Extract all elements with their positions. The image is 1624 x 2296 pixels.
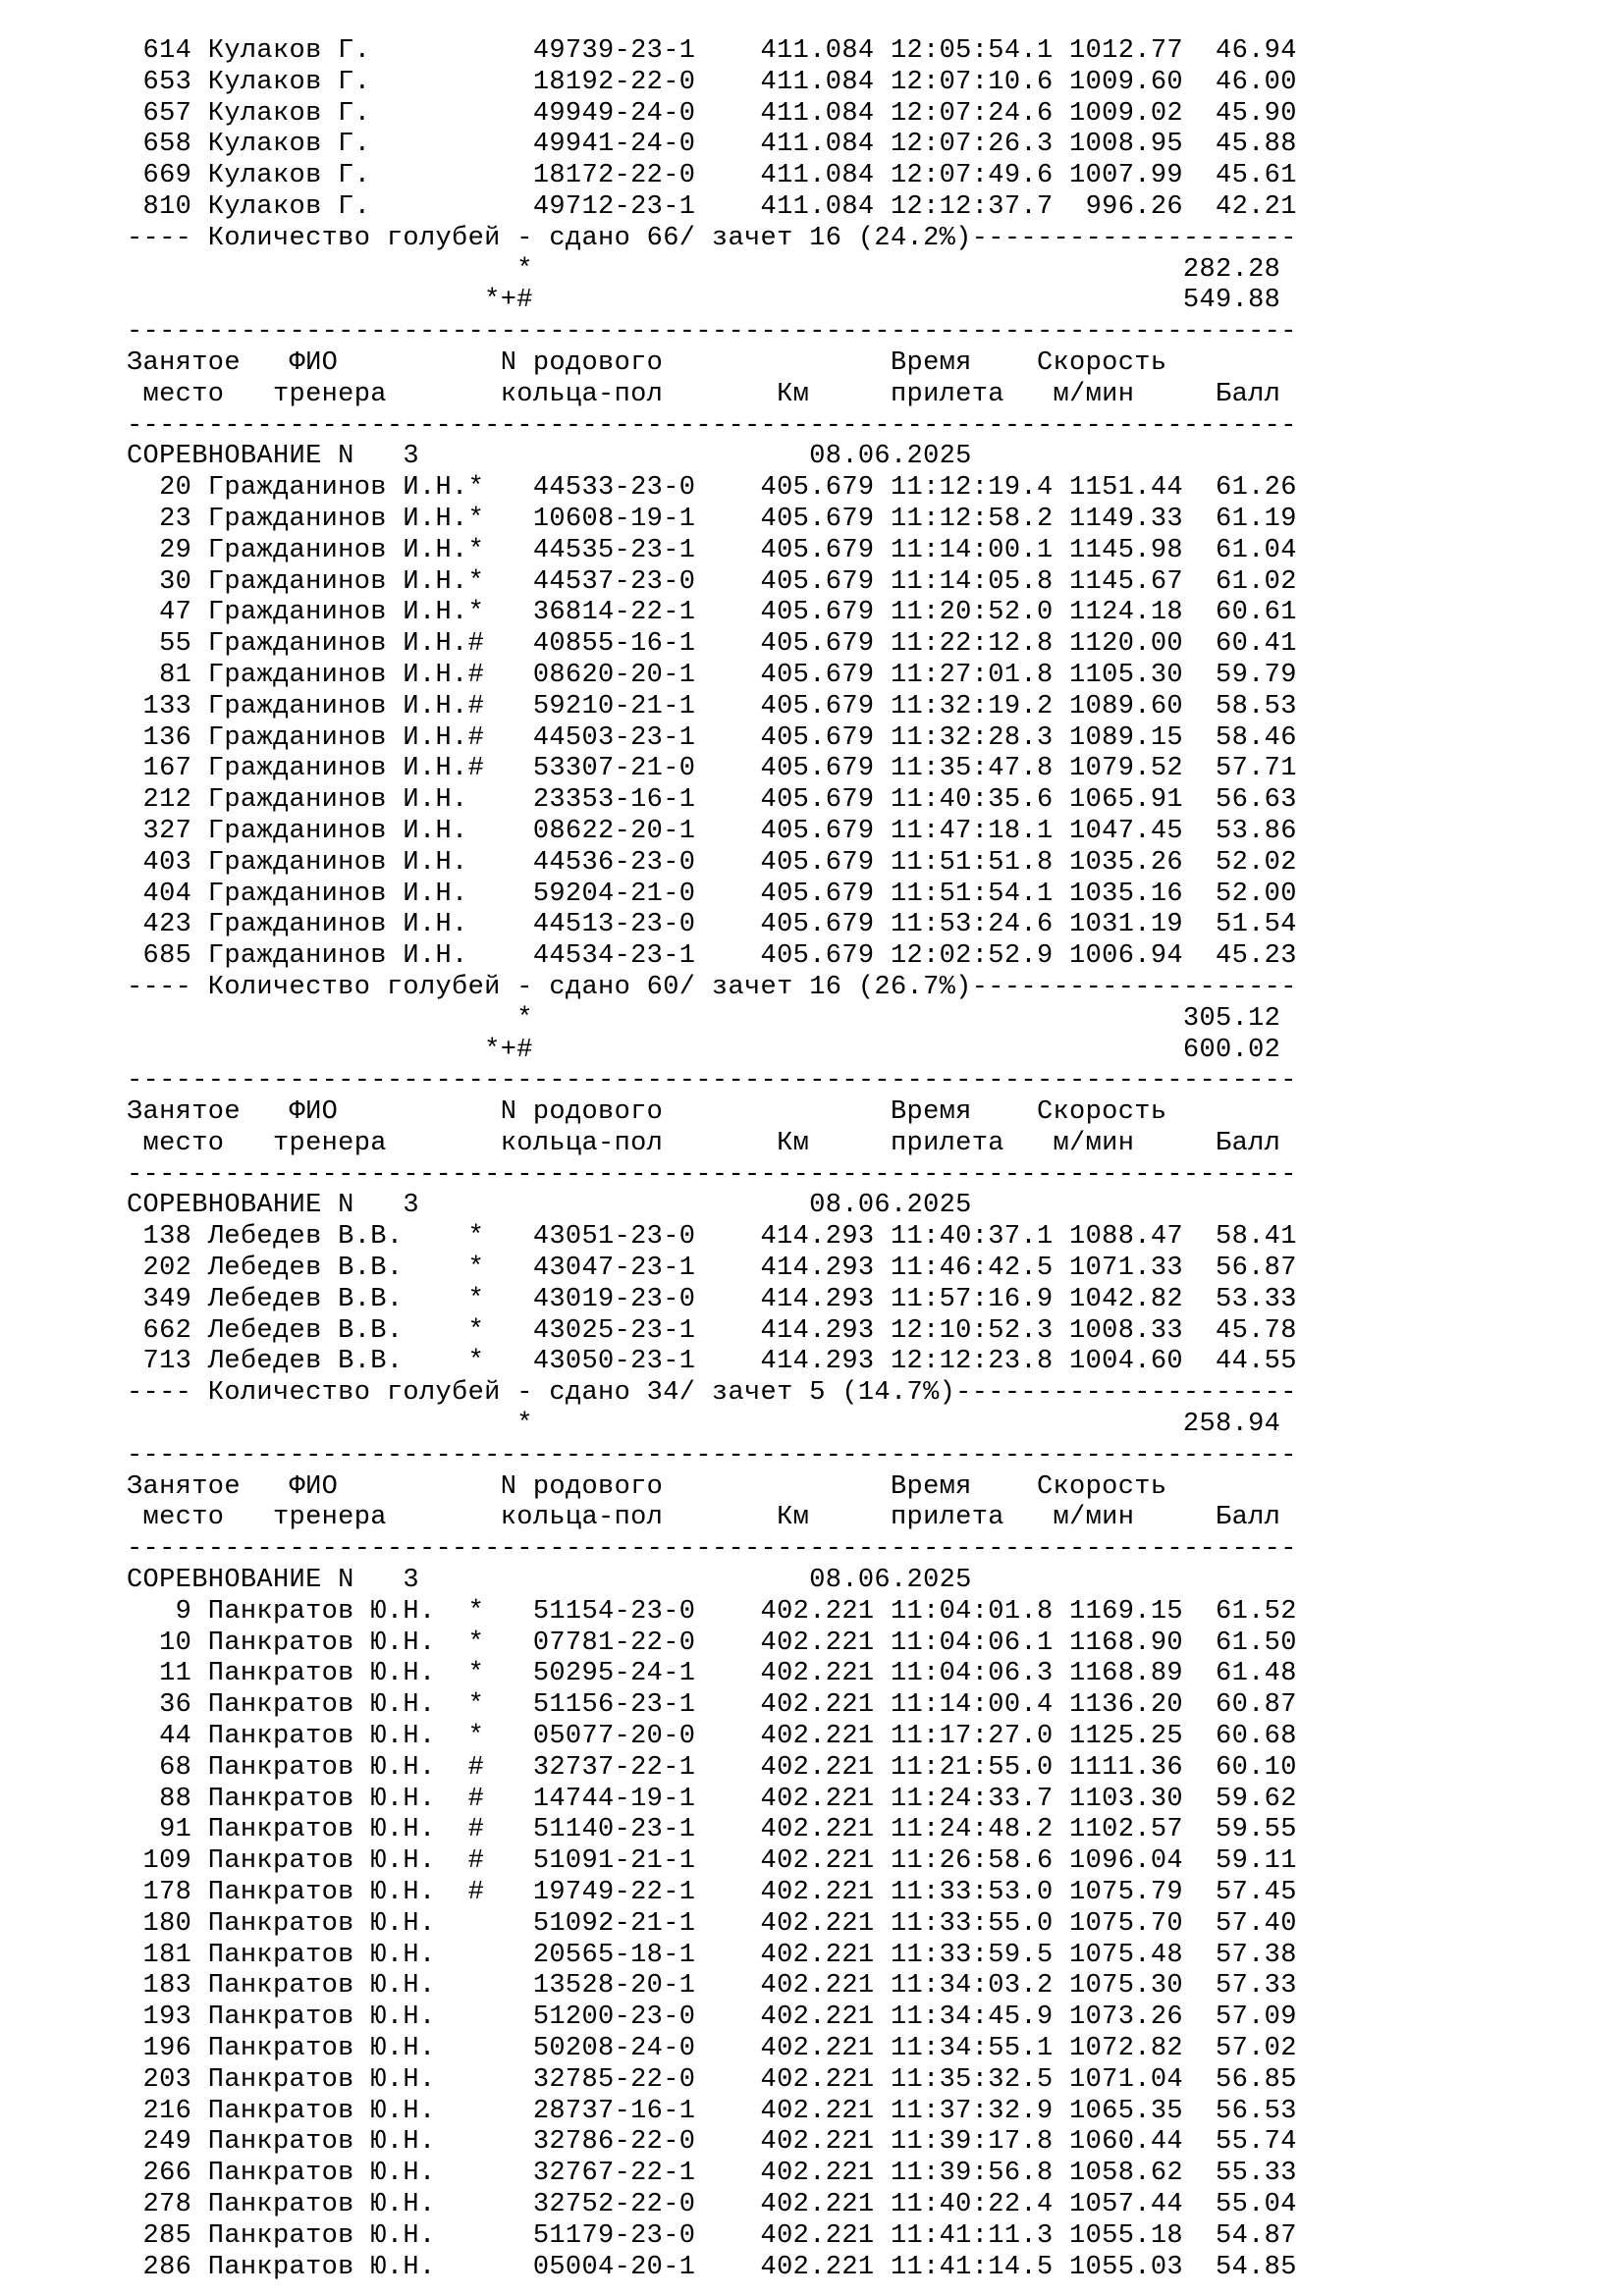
report-line: 657 Кулаков Г. 49949-24-0 411.084 12:07:24.6 1009.02 45.90 bbox=[127, 98, 1297, 129]
report-line: ------------------------------------------------------------------------ bbox=[127, 1534, 1297, 1565]
report-line: 685 Гражданинов И.Н. 44534-23-1 405.679 12:02:52.9 1006.94 45.23 bbox=[127, 941, 1297, 972]
report-line: 11 Панкратов Ю.Н. * 50295-24-1 402.221 11:04:06.3 1168.89 61.48 bbox=[127, 1659, 1297, 1689]
report-line: место тренера кольца-пол Км прилета м/мин Балл bbox=[127, 379, 1281, 409]
report-line: 88 Панкратов Ю.Н. # 14744-19-1 402.221 11:24:33.7 1103.30 59.62 bbox=[127, 1784, 1297, 1814]
report-line: 36 Панкратов Ю.Н. * 51156-23-1 402.221 11:14:00.4 1136.20 60.87 bbox=[127, 1690, 1297, 1721]
report-line: 212 Гражданинов И.Н. 23353-16-1 405.679 11:40:35.6 1065.91 56.63 bbox=[127, 785, 1297, 816]
report-line: 286 Панкратов Ю.Н. 05004-20-1 402.221 11:41:14.5 1055.03 54.85 bbox=[127, 2252, 1297, 2282]
report-line: * 282.28 bbox=[127, 254, 1281, 285]
report-line: *+# 549.88 bbox=[127, 286, 1281, 316]
report-line: Занятое ФИО N родового Время Скорость bbox=[127, 1097, 1281, 1128]
report-line: 278 Панкратов Ю.Н. 32752-22-0 402.221 11:40:22.4 1057.44 55.04 bbox=[127, 2189, 1297, 2219]
report-line: ---- Количество голубей - сдано 34/ зачет 5 (14.7%)--------------------- bbox=[127, 1378, 1297, 1409]
report-line: 68 Панкратов Ю.Н. # 32737-22-1 402.221 11:21:55.0 1111.36 60.10 bbox=[127, 1752, 1297, 1783]
report-line: 653 Кулаков Г. 18192-22-0 411.084 12:07:10.6 1009.60 46.00 bbox=[127, 67, 1297, 97]
report-line: 47 Гражданинов И.Н.* 36814-22-1 405.679 11:20:52.0 1124.18 60.61 bbox=[127, 598, 1297, 628]
report-line: 658 Кулаков Г. 49941-24-0 411.084 12:07:26.3 1008.95 45.88 bbox=[127, 130, 1297, 160]
report-line: 193 Панкратов Ю.Н. 51200-23-0 402.221 11:34:45.9 1073.26 57.09 bbox=[127, 2002, 1297, 2033]
report-line: 109 Панкратов Ю.Н. # 51091-21-1 402.221 11:26:58.6 1096.04 59.11 bbox=[127, 1846, 1297, 1877]
report-line: 91 Панкратов Ю.Н. # 51140-23-1 402.221 11:24:48.2 1102.57 59.55 bbox=[127, 1815, 1297, 1845]
report-line: 249 Панкратов Ю.Н. 32786-22-0 402.221 11:39:17.8 1060.44 55.74 bbox=[127, 2127, 1297, 2158]
report-line: 136 Гражданинов И.Н.# 44503-23-1 405.679 11:32:28.3 1089.15 58.46 bbox=[127, 722, 1297, 753]
report-line: 10 Панкратов Ю.Н. * 07781-22-0 402.221 11:04:06.1 1168.90 61.50 bbox=[127, 1628, 1297, 1658]
report-line: 23 Гражданинов И.Н.* 10608-19-1 405.679 11:12:58.2 1149.33 61.19 bbox=[127, 504, 1297, 534]
report-line: 196 Панкратов Ю.Н. 50208-24-0 402.221 11:34:55.1 1072.82 57.02 bbox=[127, 2034, 1297, 2063]
report-line: ------------------------------------------------------------------------ bbox=[127, 317, 1297, 347]
report-line: 9 Панкратов Ю.Н. * 51154-23-0 402.221 11:04:01.8 1169.15 61.52 bbox=[127, 1596, 1297, 1627]
report-line: 614 Кулаков Г. 49739-23-1 411.084 12:05:54.1 1012.77 46.94 bbox=[127, 36, 1297, 66]
report-line: 202 Лебедев В.В. * 43047-23-1 414.293 11:46:42.5 1071.33 56.87 bbox=[127, 1254, 1297, 1284]
report-line: место тренера кольца-пол Км прилета м/мин Балл bbox=[127, 1128, 1281, 1158]
report-line: 30 Гражданинов И.Н.* 44537-23-0 405.679 11:14:05.8 1145.67 61.02 bbox=[127, 566, 1297, 597]
report-line: *+# 600.02 bbox=[127, 1035, 1281, 1065]
report-line: 403 Гражданинов И.Н. 44536-23-0 405.679 11:51:51.8 1035.26 52.02 bbox=[127, 847, 1297, 878]
report-line: 662 Лебедев В.В. * 43025-23-1 414.293 12:10:52.3 1008.33 45.78 bbox=[127, 1315, 1297, 1346]
report-line: 404 Гражданинов И.Н. 59204-21-0 405.679 11:51:54.1 1035.16 52.00 bbox=[127, 879, 1297, 909]
report-line: 29 Гражданинов И.Н.* 44535-23-1 405.679 11:14:00.1 1145.98 61.04 bbox=[127, 535, 1297, 565]
report-line: 55 Гражданинов И.Н.# 40855-16-1 405.679 11:22:12.8 1120.00 60.41 bbox=[127, 629, 1297, 660]
report-line: 133 Гражданинов И.Н.# 59210-21-1 405.679 11:32:19.2 1089.60 58.53 bbox=[127, 691, 1297, 721]
report-line: 180 Панкратов Ю.Н. 51092-21-1 402.221 11:33:55.0 1075.70 57.40 bbox=[127, 1908, 1297, 1939]
report-line: 81 Гражданинов И.Н.# 08620-20-1 405.679 11:27:01.8 1105.30 59.79 bbox=[127, 660, 1297, 690]
report-line: ------------------------------------------------------------------------ bbox=[127, 1159, 1297, 1190]
report-line: 138 Лебедев В.В. * 43051-23-0 414.293 11:40:37.1 1088.47 58.41 bbox=[127, 1222, 1297, 1253]
report-line: 181 Панкратов Ю.Н. 20565-18-1 402.221 11:33:59.5 1075.48 57.38 bbox=[127, 1940, 1297, 1970]
report-line: СОРЕВНОВАНИЕ N 3 08.06.2025 bbox=[127, 442, 972, 472]
report-line: СОРЕВНОВАНИЕ N 3 08.06.2025 bbox=[127, 1191, 972, 1221]
report-line: * 258.94 bbox=[127, 1410, 1281, 1440]
report-line: 327 Гражданинов И.Н. 08622-20-1 405.679 11:47:18.1 1047.45 53.86 bbox=[127, 816, 1297, 846]
report-line: 167 Гражданинов И.Н.# 53307-21-0 405.679 11:35:47.8 1079.52 57.71 bbox=[127, 754, 1297, 784]
report-line: 713 Лебедев В.В. * 43050-23-1 414.293 12:12:23.8 1004.60 44.55 bbox=[127, 1347, 1297, 1377]
report-line: ---- Количество голубей - сдано 60/ зачет 16 (26.7%)-------------------- bbox=[127, 972, 1297, 1002]
report-line: 423 Гражданинов И.Н. 44513-23-0 405.679 11:53:24.6 1031.19 51.54 bbox=[127, 910, 1297, 940]
report-line: 266 Панкратов Ю.Н. 32767-22-1 402.221 11:39:56.8 1058.62 55.33 bbox=[127, 2159, 1297, 2189]
report-line: 216 Панкратов Ю.Н. 28737-16-1 402.221 11:37:32.9 1065.35 56.53 bbox=[127, 2096, 1297, 2126]
report-line: 203 Панкратов Ю.Н. 32785-22-0 402.221 11:35:32.5 1071.04 56.85 bbox=[127, 2064, 1297, 2095]
report-line: * 305.12 bbox=[127, 1003, 1281, 1034]
results-printout bbox=[127, 36, 1297, 2283]
report-line: Занятое ФИО N родового Время Скорость bbox=[127, 347, 1281, 378]
report-line: ------------------------------------------------------------------------ bbox=[127, 1440, 1297, 1470]
report-line: ---- Количество голубей - сдано 66/ зачет 16 (24.2%)-------------------- bbox=[127, 223, 1297, 253]
report-line: 44 Панкратов Ю.Н. * 05077-20-0 402.221 11:17:27.0 1125.25 60.68 bbox=[127, 1722, 1297, 1752]
report-line: 183 Панкратов Ю.Н. 13528-20-1 402.221 11:34:03.2 1075.30 57.33 bbox=[127, 1971, 1297, 2002]
report-line: 20 Гражданинов И.Н.* 44533-23-0 405.679 11:12:19.4 1151.44 61.26 bbox=[127, 473, 1297, 504]
report-line: 349 Лебедев В.В. * 43019-23-0 414.293 11:57:16.9 1042.82 53.33 bbox=[127, 1284, 1297, 1314]
report-line: 669 Кулаков Г. 18172-22-0 411.084 12:07:49.6 1007.99 45.61 bbox=[127, 161, 1297, 191]
report-line: СОРЕВНОВАНИЕ N 3 08.06.2025 bbox=[127, 1566, 972, 1596]
report-line: ------------------------------------------------------------------------ bbox=[127, 1066, 1297, 1096]
report-line: место тренера кольца-пол Км прилета м/мин Балл bbox=[127, 1503, 1281, 1533]
report-line: ------------------------------------------------------------------------ bbox=[127, 410, 1297, 441]
report-line: 178 Панкратов Ю.Н. # 19749-22-1 402.221 11:33:53.0 1075.79 57.45 bbox=[127, 1878, 1297, 1908]
report-line: 810 Кулаков Г. 49712-23-1 411.084 12:12:37.7 996.26 42.21 bbox=[127, 191, 1297, 222]
report-line: Занятое ФИО N родового Время Скорость bbox=[127, 1471, 1281, 1502]
report-line: 285 Панкратов Ю.Н. 51179-23-0 402.221 11:41:11.3 1055.18 54.87 bbox=[127, 2220, 1297, 2251]
